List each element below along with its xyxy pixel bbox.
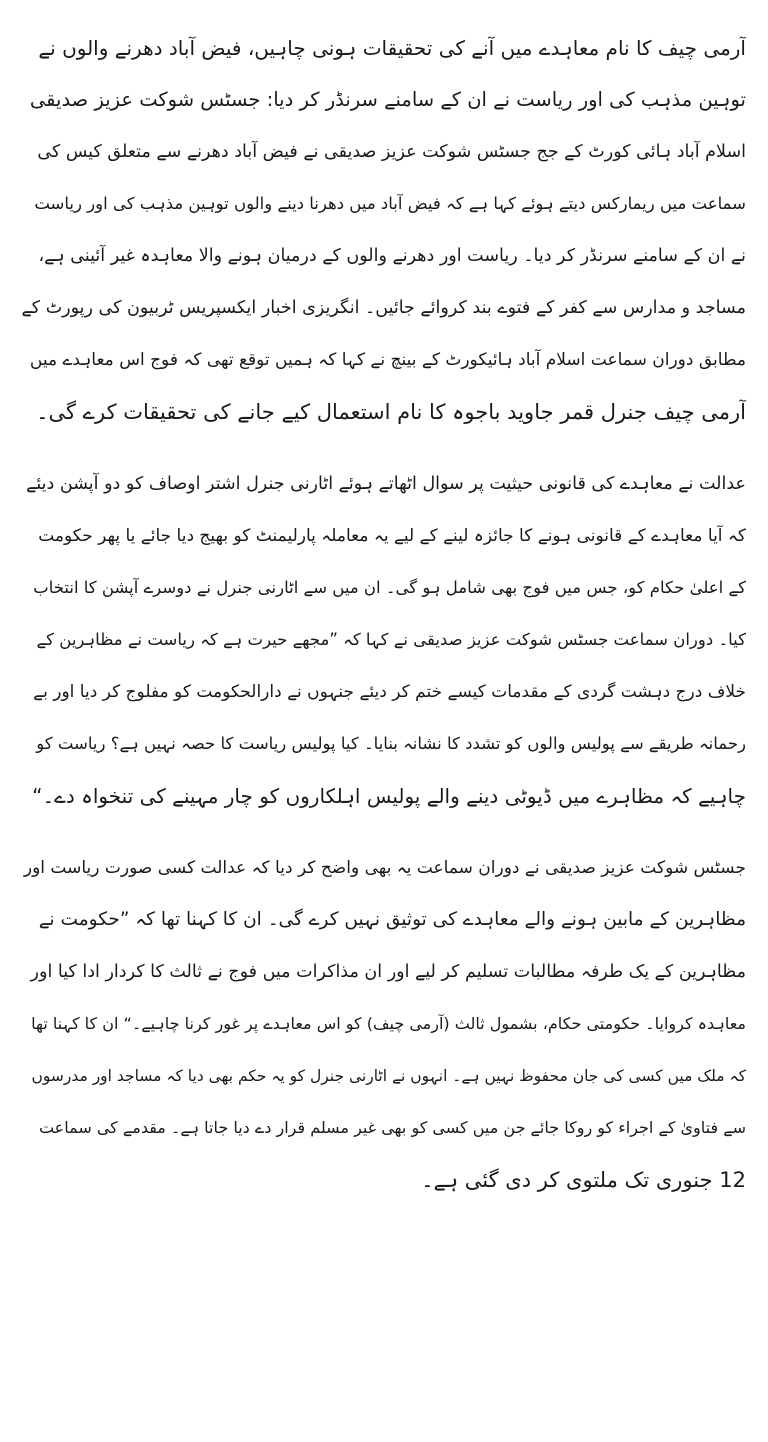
text-line: آرمی چیف جنرل قمر جاوید باجوہ کا نام استعمال کیے جانے کی تحقیقات کرے گی۔ bbox=[36, 400, 746, 424]
text-line: مظاہرین کے یک طرفہ مطالبات تسلیم کر لیے اور ان مذاکرات میں فوج نے ثالث کا کردار ادا کیا اور bbox=[30, 962, 746, 982]
text-line: چاہیے کہ مظاہرے میں ڈیوٹی دینے والے پولیس اہلکاروں کو چار مہینے کی تنخواہ دے۔“ bbox=[32, 784, 746, 808]
paragraph-1 bbox=[22, 22, 746, 438]
text-line: جسٹس شوکت عزیز صدیقی نے دوران سماعت یہ بھی واضح کر دیا کہ عدالت کسی صورت ریاست اور bbox=[23, 858, 746, 878]
text-line: مطابق دوران سماعت اسلام آباد ہائیکورٹ کے بینچ نے کہا کہ ہمیں توقع تھی کہ فوج اس معاہدے میں bbox=[29, 350, 746, 370]
text-line: کہ آیا معاہدے کے قانونی ہونے کا جائزہ لینے کے لیے یہ معاملہ پارلیمنٹ کو بھیج دیا جائے یا پھر حکومت bbox=[38, 526, 746, 546]
text-line: خلاف درج دہشت گردی کے مقدمات کیسے ختم کر دیئے جنہوں نے دارالحکومت کو مفلوج کر دیا اور بے bbox=[33, 682, 746, 702]
text-line: مظاہرین کے مابین ہونے والے معاہدے کی توثیق نہیں کرے گی۔ ان کا کہنا تھا کہ ”حکومت نے bbox=[38, 909, 746, 930]
text-line: مساجد و مدارس سے کفر کے فتوے بند کروائے جائیں۔ انگریزی اخبار ایکسپریس ٹربیون کی رپورٹ کے bbox=[22, 298, 746, 318]
text-line: سے فتاویٰ کے اجراء کو روکا جائے جن میں کسی کو بھی غیر مسلم قرار دے دیا جاتا ہے۔ مقدمے کی سماعت bbox=[38, 1118, 746, 1137]
text-line: 12 جنوری تک ملتوی کر دی گئی ہے۔ bbox=[421, 1168, 746, 1192]
text-line: کے اعلیٰ حکام کو، جس میں فوج بھی شامل ہو گی۔ ان میں سے اٹارنی جنرل نے دوسرے آپشن کا انتخاب bbox=[33, 578, 746, 597]
text-line: عدالت نے معاہدے کی قانونی حیثیت پر سوال اٹھاتے ہوئے اٹارنی جنرل اشتر اوصاف کو دو آپشن دیئے bbox=[26, 474, 746, 494]
paragraph-3 bbox=[22, 842, 746, 1206]
text-line: توہین مذہب کی اور ریاست نے ان کے سامنے سرنڈر کر دیا: جسٹس شوکت عزیز صدیقی bbox=[29, 88, 746, 111]
text-line: کیا۔ دوران سماعت جسٹس شوکت عزیز صدیقی نے کہا کہ ”مجھے حیرت ہے کہ ریاست نے مظاہرین کے bbox=[36, 630, 746, 649]
text-line: آرمی چیف کا نام معاہدے میں آنے کی تحقیقات ہونی چاہیں، فیض آباد دھرنے والوں نے bbox=[38, 36, 746, 60]
text-line: نے ان کے سامنے سرنڈر کر دیا۔ ریاست اور دھرنے والوں کے درمیان ہونے والا معاہدہ غیر آئینی ہے، bbox=[38, 246, 746, 266]
text-line: کہ ملک میں کسی کی جان محفوظ نہیں ہے۔ انہوں نے اٹارنی جنرل کو یہ حکم بھی دیا کہ مساجد اور مدرسوں bbox=[31, 1067, 746, 1085]
paragraph-2 bbox=[22, 458, 746, 822]
article-body bbox=[22, 22, 746, 1206]
text-line: رحمانہ طریقے سے پولیس والوں کو تشدد کا نشانہ بنایا۔ کیا پولیس ریاست کا حصہ نہیں ہے؟ ریاست کو bbox=[36, 734, 746, 753]
text-line: اسلام آباد ہائی کورٹ کے جج جسٹس شوکت عزیز صدیقی نے فیض آباد دھرنے سے متعلق کیس کی bbox=[37, 142, 746, 162]
text-line: معاہدہ کروایا۔ حکومتی حکام، بشمول ثالث (آرمی چیف) کو اس معاہدے پر غور کرنا چاہیے۔“ ان کا کہنا تھا bbox=[31, 1014, 746, 1033]
text-line: سماعت میں ریمارکس دیتے ہوئے کہا ہے کہ فیض آباد میں دھرنا دینے والوں توہین مذہب کی اور ریاست bbox=[34, 194, 746, 213]
